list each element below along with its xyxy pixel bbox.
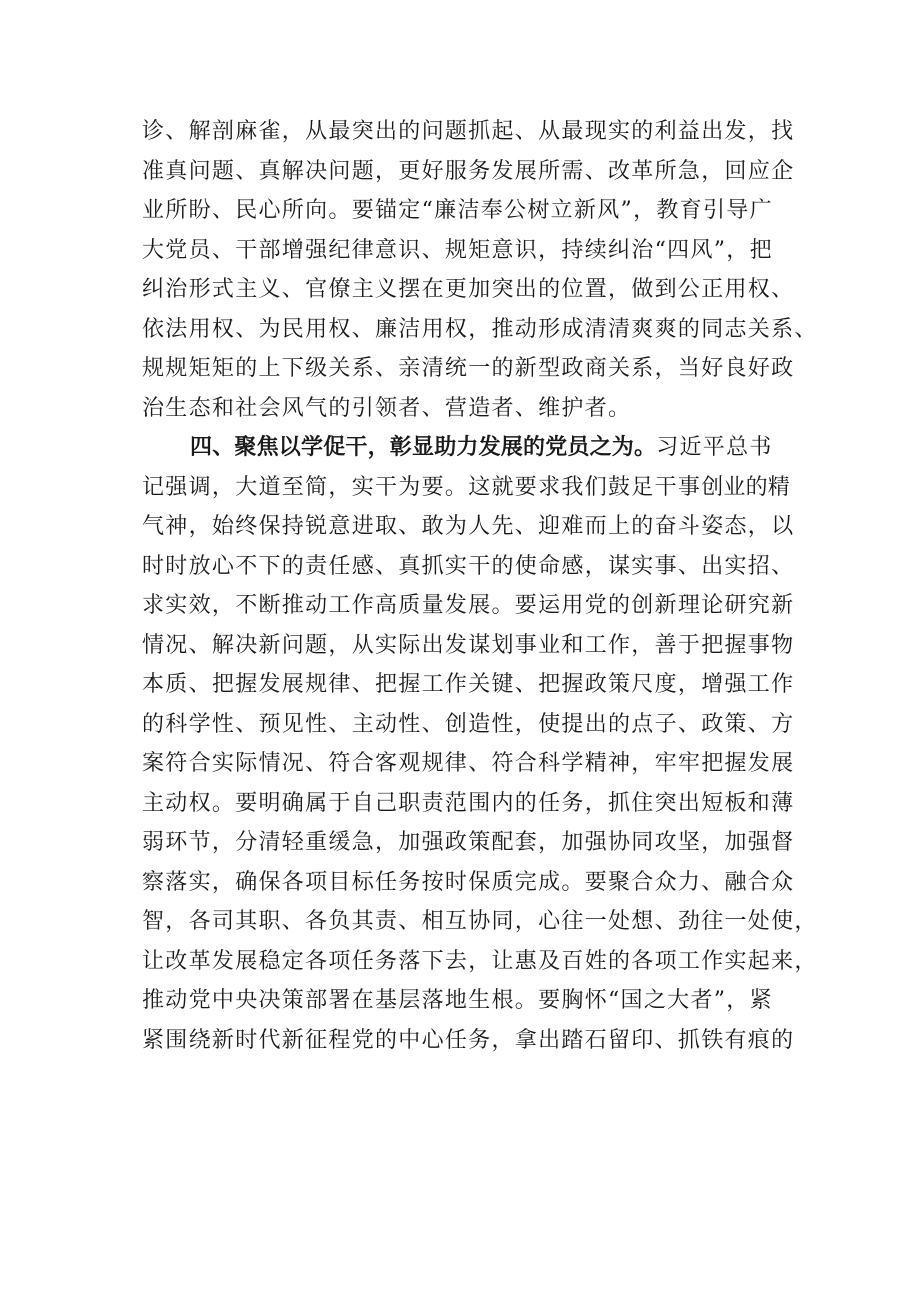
text-line: 准真问题、真解决问题，更好服务发展所需、改革所急，回应企 xyxy=(142,158,795,184)
text-line: 主动权。要明确属于自己职责范围内的任务，抓住突出短板和薄 xyxy=(142,790,795,816)
text-line: 推动党中央决策部署在基层落地生根。要胸怀“国之大者”，紧 xyxy=(142,988,773,1013)
paragraph-section-four xyxy=(142,428,818,1060)
text-line: 察落实，确保各项目标任务按时保质完成。要聚合众力、融合众 xyxy=(142,869,795,895)
text-line: 求实效，不断推动工作高质量发展。要运用党的创新理论研究新 xyxy=(142,593,795,618)
text-line: 弱环节，分清轻重缓急，加强政策配套，加强协同攻坚，加强督 xyxy=(142,830,795,855)
text-line: 气神，始终保持锐意进取、敢为人先、迎难而上的奋斗姿态，以 xyxy=(142,514,795,539)
text-line: 大党员、干部增强纪律意识、规矩意识，持续纠治“四风”，把 xyxy=(142,237,773,263)
paragraph-continuation xyxy=(142,112,818,428)
line-text: 记强调，大道至简，实干为要。这就要求我们鼓足干事 xyxy=(142,474,702,500)
text-line: 依法用权、为民用权、廉洁用权，推动形成清清爽爽的同志关系、 xyxy=(142,316,818,342)
heading-line-text: 习近平总书 xyxy=(656,435,773,460)
text-line: 本质、把握发展规律、把握工作关键、把握政策尺度，增强工作 xyxy=(142,672,795,697)
text-line: 情况、解决新问题，从实际出发谋划事业和工作，善于把握事物 xyxy=(142,632,795,658)
text-line: 的科学性、预见性、主动性、创造性，使提出的点子、政策、方 xyxy=(142,711,795,737)
document-body xyxy=(142,112,818,1060)
text-line: 让改革发展稳定各项任务落下去，让惠及百姓的各项工作实起来， xyxy=(142,948,818,974)
text-line xyxy=(142,428,794,468)
line-text-tail: 创业的精 xyxy=(701,474,791,500)
text-line: 规规矩矩的上下级关系、亲清统一的新型政商关系，当好良好政 xyxy=(142,356,795,381)
text-line: 治生态和社会风气的引领者、营造者、维护者。 xyxy=(142,395,632,421)
text-line: 业所盼、民心所向。要锚定“廉洁奉公树立新风”，教育引导广 xyxy=(142,198,773,223)
section-heading: 四、聚焦以学促干，彰显助力发展的党员之为。 xyxy=(190,435,657,460)
text-line: 智，各司其职、各负其责、相互协同，心往一处想、劲往一处使， xyxy=(142,909,818,934)
text-line: 诊、解剖麻雀，从最突出的问题抓起、从最现实的利益出发，找 xyxy=(142,119,795,144)
text-line: 紧围绕新时代新征程党的中心任务，拿出踏石留印、抓铁有痕的 xyxy=(142,1027,795,1053)
text-line: 纠治形式主义、官僚主义摆在更加突出的位置，做到公正用权、 xyxy=(142,277,795,302)
text-line: 案符合实际情况、符合客观规律、符合科学精神，牢牢把握发展 xyxy=(142,751,795,776)
text-line: 时时放心不下的责任感、真抓实干的使命感，谋实事、出实招、 xyxy=(142,553,795,579)
text-line xyxy=(142,468,794,508)
